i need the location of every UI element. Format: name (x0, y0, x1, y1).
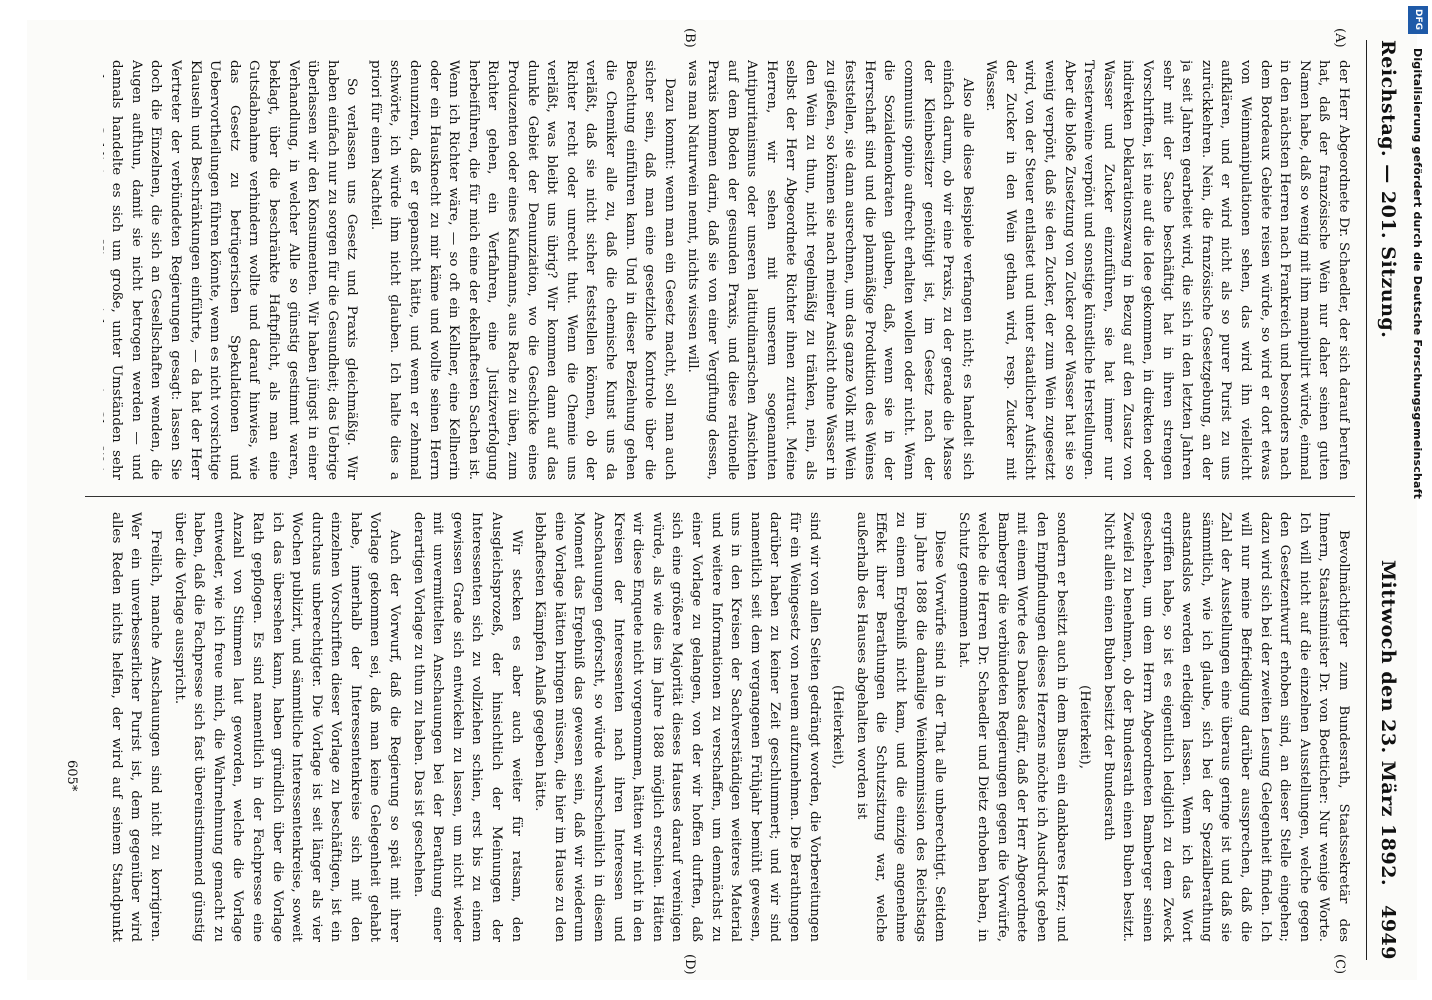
header-date: Mittwoch den 23. März 1892. (1377, 560, 1399, 887)
right-paragraph: Freilich, manche Anschauungen sind nicht zu korrigiren. Wer ein unverbesserlicher Purist ist, dem gegenüber wird alles Reden nichts helfen, der wird auf seinem Standpunkt (108, 512, 163, 942)
right-speaker-paragraph (1098, 512, 1353, 942)
signature-mark: 605* (64, 760, 79, 792)
header-page-number: 4949 (1377, 905, 1399, 960)
right-paragraph: Nur wenige Worte. Ich will nicht auf die einzelnen Ausstellungen, welche gegen den Gesetzentwurf erhoben sind, an dieser Stelle eingehen; dazu wird sich bei der zweiten Lesung Gelegenheit finden. Ich will nur meine Befriedigung darüber aussprechen, daß die Zahl der Ausstellungen eine überaus geringe ist und daß sie sämmtlich, wie ich glaube, sich bei der Spezialberathung anstandslos werden erledigen lassen. Wenn ich das Wort ergriffen habe, so ist es eigentlich lediglich zu dem Zweck geschehen, um dem Herrn Abgeordneten Bamberger seinen Zweifel zu benehmen, ob der Bundesrath einen Buben besitzt. Nicht allein einen Buben besitzt der Bundesrath (1100, 512, 1332, 942)
header-session: Reichstag. — 201. Sitzung. (1377, 40, 1399, 339)
left-paragraph: So verlassen uns Gesetz und Praxis gleichmäßig. Wir haben einfach nur zu sorgen für die Gesundheit; das Uebrige überlassen wir den Konsumenten. Wir haben jüngst in einer Verhandlung, in welcher Alle so günstig gestimmt waren, beklagt, über die beschränkte Haftpflicht, als man eine Gutsdabnahme verhindern wollte und darauf hinwies, wie das Gesetz zu betrügerischen Spekulationen und Uebervortheilungen führen könnte, wenn es nicht vorsichtige Klauseln und Beschränkungen einführte, — da hat der Herr Vertreter der verbündeten Regierungen gesagt: lassen Sie doch die Einzelnen, die sich an Gesellschaften wenden, die Augen aufthun, damit sie nicht betrogen werden — und damals handelte es sich um große, unter Umständen sehr (109, 60, 360, 480)
margin-mark-d: (D) (682, 954, 697, 975)
left-paragraph: Also alle diese Beispiele verfangen nicht; es handelt sich einfach darum, ob wir eine Praxis, zu der gerade die Masse der Kleinbesitzer genöthigt ist, im Gesetz nach der communis opinio aufrecht erhalten wollen oder nicht. Wenn die Sozialdemokraten glauben, daß, wenn sie in der Herrschaft sind und die planmäßige Produktion des Weines feststellen, sie dann ausrechnen, um das ganze Volk mit Wein zu gießen, so können sie nach meiner Ansicht ohne Wasser in den Wein zu thun, nicht regelmäßig zu tränken, nein, als selbst der Herr Abgeordnete Richter ihnen zutraut. Meine Herren, wir sehen mit unserem sogenannten Antipuritanismus oder unseren latitudinarischen Ansichten auf dem Boden der gesunden Praxis, und diese rationelle Praxis kommen darin, daß sie von einer Vergiftung dessen, was man Naturwein nennt, nichts wissen will. (685, 60, 975, 480)
margin-mark-b: (B) (682, 28, 697, 48)
right-paragraph: Diese Vorwürfe sind in der That alle unberechtigt. Seitdem im Jahre 1888 die damalige Weinkommission des Reichstags zu einem Ergebniß nicht kam, und die einzige angenehme Effekt ihrer Berathungen die Schutzsitzung war, welche außerhalb des Hauses abgehalten worden ist (853, 512, 948, 942)
credit-text: Digitalisierung gefördert durch die Deutsche Forschungsgemeinschaft (1411, 48, 1424, 500)
column-divider (85, 496, 1355, 497)
margin-mark-a: (A) (1332, 28, 1347, 48)
margin-mark-c: (C) (1332, 954, 1347, 975)
left-column (103, 60, 1353, 480)
header-rule (1366, 40, 1367, 960)
dfg-logo: DFG (1408, 6, 1428, 34)
right-paragraph: Auch der Vorwurf, daß die Regierung so spät mit ihrer Vorlage gekommen sei, daß man keine Gelegenheit gehabt habe, innerhalb der Interessentenkreise sich mit den einzelnen Vorschriften dieser Vorlage zu beschäftigen, ist ein durchaus unberechtigter. Die Vorlage ist seit länger als vier Wochen publizirt, und sämmtliche Interessentenkreise, soweit ich das übersehen kann, haben gründlich über die Vorlage Rath gepflogen. Es sind namentlich in der Fachpresse eine Anzahl von Stimmen laut geworden, welche die Vorlage entweder, wie ich freue mich, die Wahrnehmung gemacht zu haben, daß die Fachpresse sich fast übereinstimmend günstig über die Vorlage ausspricht. (171, 512, 403, 942)
dfg-credit (1404, 0, 1432, 1000)
right-column (103, 512, 1353, 942)
speaker-title: Bevollmächtigter zum Bundesrath, Staatssekretär des Innern, Staatsminister Dr. von Boetticher: (1316, 512, 1351, 942)
laughter-note: (Heiterkeit), (1077, 685, 1093, 769)
right-paragraph: sind wir von allen Seiten gedrängt worden, die Vorbereitungen für ein Weingesetz von neuem aufzunehmen. Die Berathungen darüber haben zu keiner Zeit geschlummert; und wir sind namentlich seit dem vergangenen Frühjahr bemüht gewesen, uns in den Kreisen der Sachverständigen weiteres Material und weitere Informationen zu verschaffen, um demnächst zu einer Vorlage zu gelangen, von der wir hoffen durften, daß sich eine größere Majorität dieses Hauses darauf vereinigen würde, als wie dies im Jahre 1888 möglich erschien. Hätten wir diese Enquete nicht vorgenommen, hätten wir nicht in den Kreisen der Interessenten nach ihren Interessen und Anschauungen geforscht, so würde wahrscheinlich in diesem Moment das Ergebniß das gewesen sein, daß wir wiederum eine Vorlage hätten bringen müssen, die hier im Hause zu den lebhaftesten Kämpfen Anlaß gegeben hätte. (532, 512, 822, 942)
laughter-note: (Heiterkeit), (830, 685, 846, 769)
left-paragraph: der Herr Abgeordnete Dr. Schaedler, der sich darauf berufen hat, daß der französische Wein nur daher seinen guten Namen habe, daß so wenig mit ihm manipulirt würde, einmal in den nächsten Herren nach Frankreich und besonders nach dem Bordeaux Gebiete reisen würde, so wird er dort etwas von Weinmanipulationen sehen, das wird ihn vielleicht aufklären, und er wird nicht als so purer Purist zu uns zurückkehren. Nein, die französische Gesetzgebung, an der ja seit Jahren gearbeitet wird, die sich in den letzten Jahren sehr mit der Sache beschäftigt hat in ihren strengen Vorschriften, ist nie auf die Idee gekommen, in direkten oder indirekten Deklarationszwang in Bezug auf den Zusatz von Wasser und Zucker einzuführen, sie hat immer nur Tresterweine verpönt und sonstige künstliche Herstellungen. Aber die bloße Zusetzung von Zucker oder Wasser hat sie so wenig verpönt, daß sie den Zucker, der zum Wein zugesetzt wird, von der Steuer entlastet und unter staatlicher Aufsicht der Zucker in den Wein gethan wird, resp. Zucker mit Wasser. (983, 60, 1351, 480)
right-paragraph: Wir stecken es aber auch weiter für ratsam, den Ausgleichsprozeß, der hinsichtlich der Meinungen der Interessenten sich zu vollziehen schien, erst bis zu einem gewissen Grade sich entwickeln zu lassen, um nicht wieder mit unvermittelten Anschauungen bei der Berathung einer derartigen Vorlage zu thun zu haben. Das ist geschehen. (410, 512, 524, 942)
newspaper-page (27, 20, 1417, 980)
running-header (1371, 40, 1399, 960)
right-paragraph: sondern er besitzt auch in dem Busen ein dankbares Herz; und den Empfindungen dieses Herzens möchte ich Ausdruck geben mit einem Worte des Dankes dafür, daß der Herr Abgeordnete Bamberger die verbündeten Regierungen gegen die Vorwürfe, welche die Herren Dr. Schaedler und Dietz erhoben haben, in Schutz genommen hat. (955, 512, 1069, 942)
left-paragraph: Dazu kommt: wenn man ein Gesetz macht, soll man auch sicher sein, daß man eine gesetzliche Kontrole über die Beachtung einführen kann. Und in dieser Beziehung gehen die Chemiker alle zu, daß die chemische Kunst uns da verläßt, daß sie nicht sicher feststellen können, ob der Richter recht oder unrecht thut. Wenn die Chemie uns verläßt, was bleibt uns übrig? Wir kommen dann auf das dunkle Gebiet der Denunziation, wo die Geschicke eines Produzenten oder eines Kaufmanns, aus Rache zu üben, zum Richter gehen, ein Verfahren, eine Justizverfolgung herbeiführen, die für mich eine der ekelhaftesten Sachen ist. Wenn ich Richter wäre, — so oft ein Kellner, eine Kellnerin oder ein Hausknecht zu mir käme und wollte seinen Herrn denunziren, daß er gepanscht hätte, und wenn er zehnmal schwörte, ich würde ihm nicht glauben. Ich halte dies a priori für einen Nachteil. (367, 60, 677, 480)
